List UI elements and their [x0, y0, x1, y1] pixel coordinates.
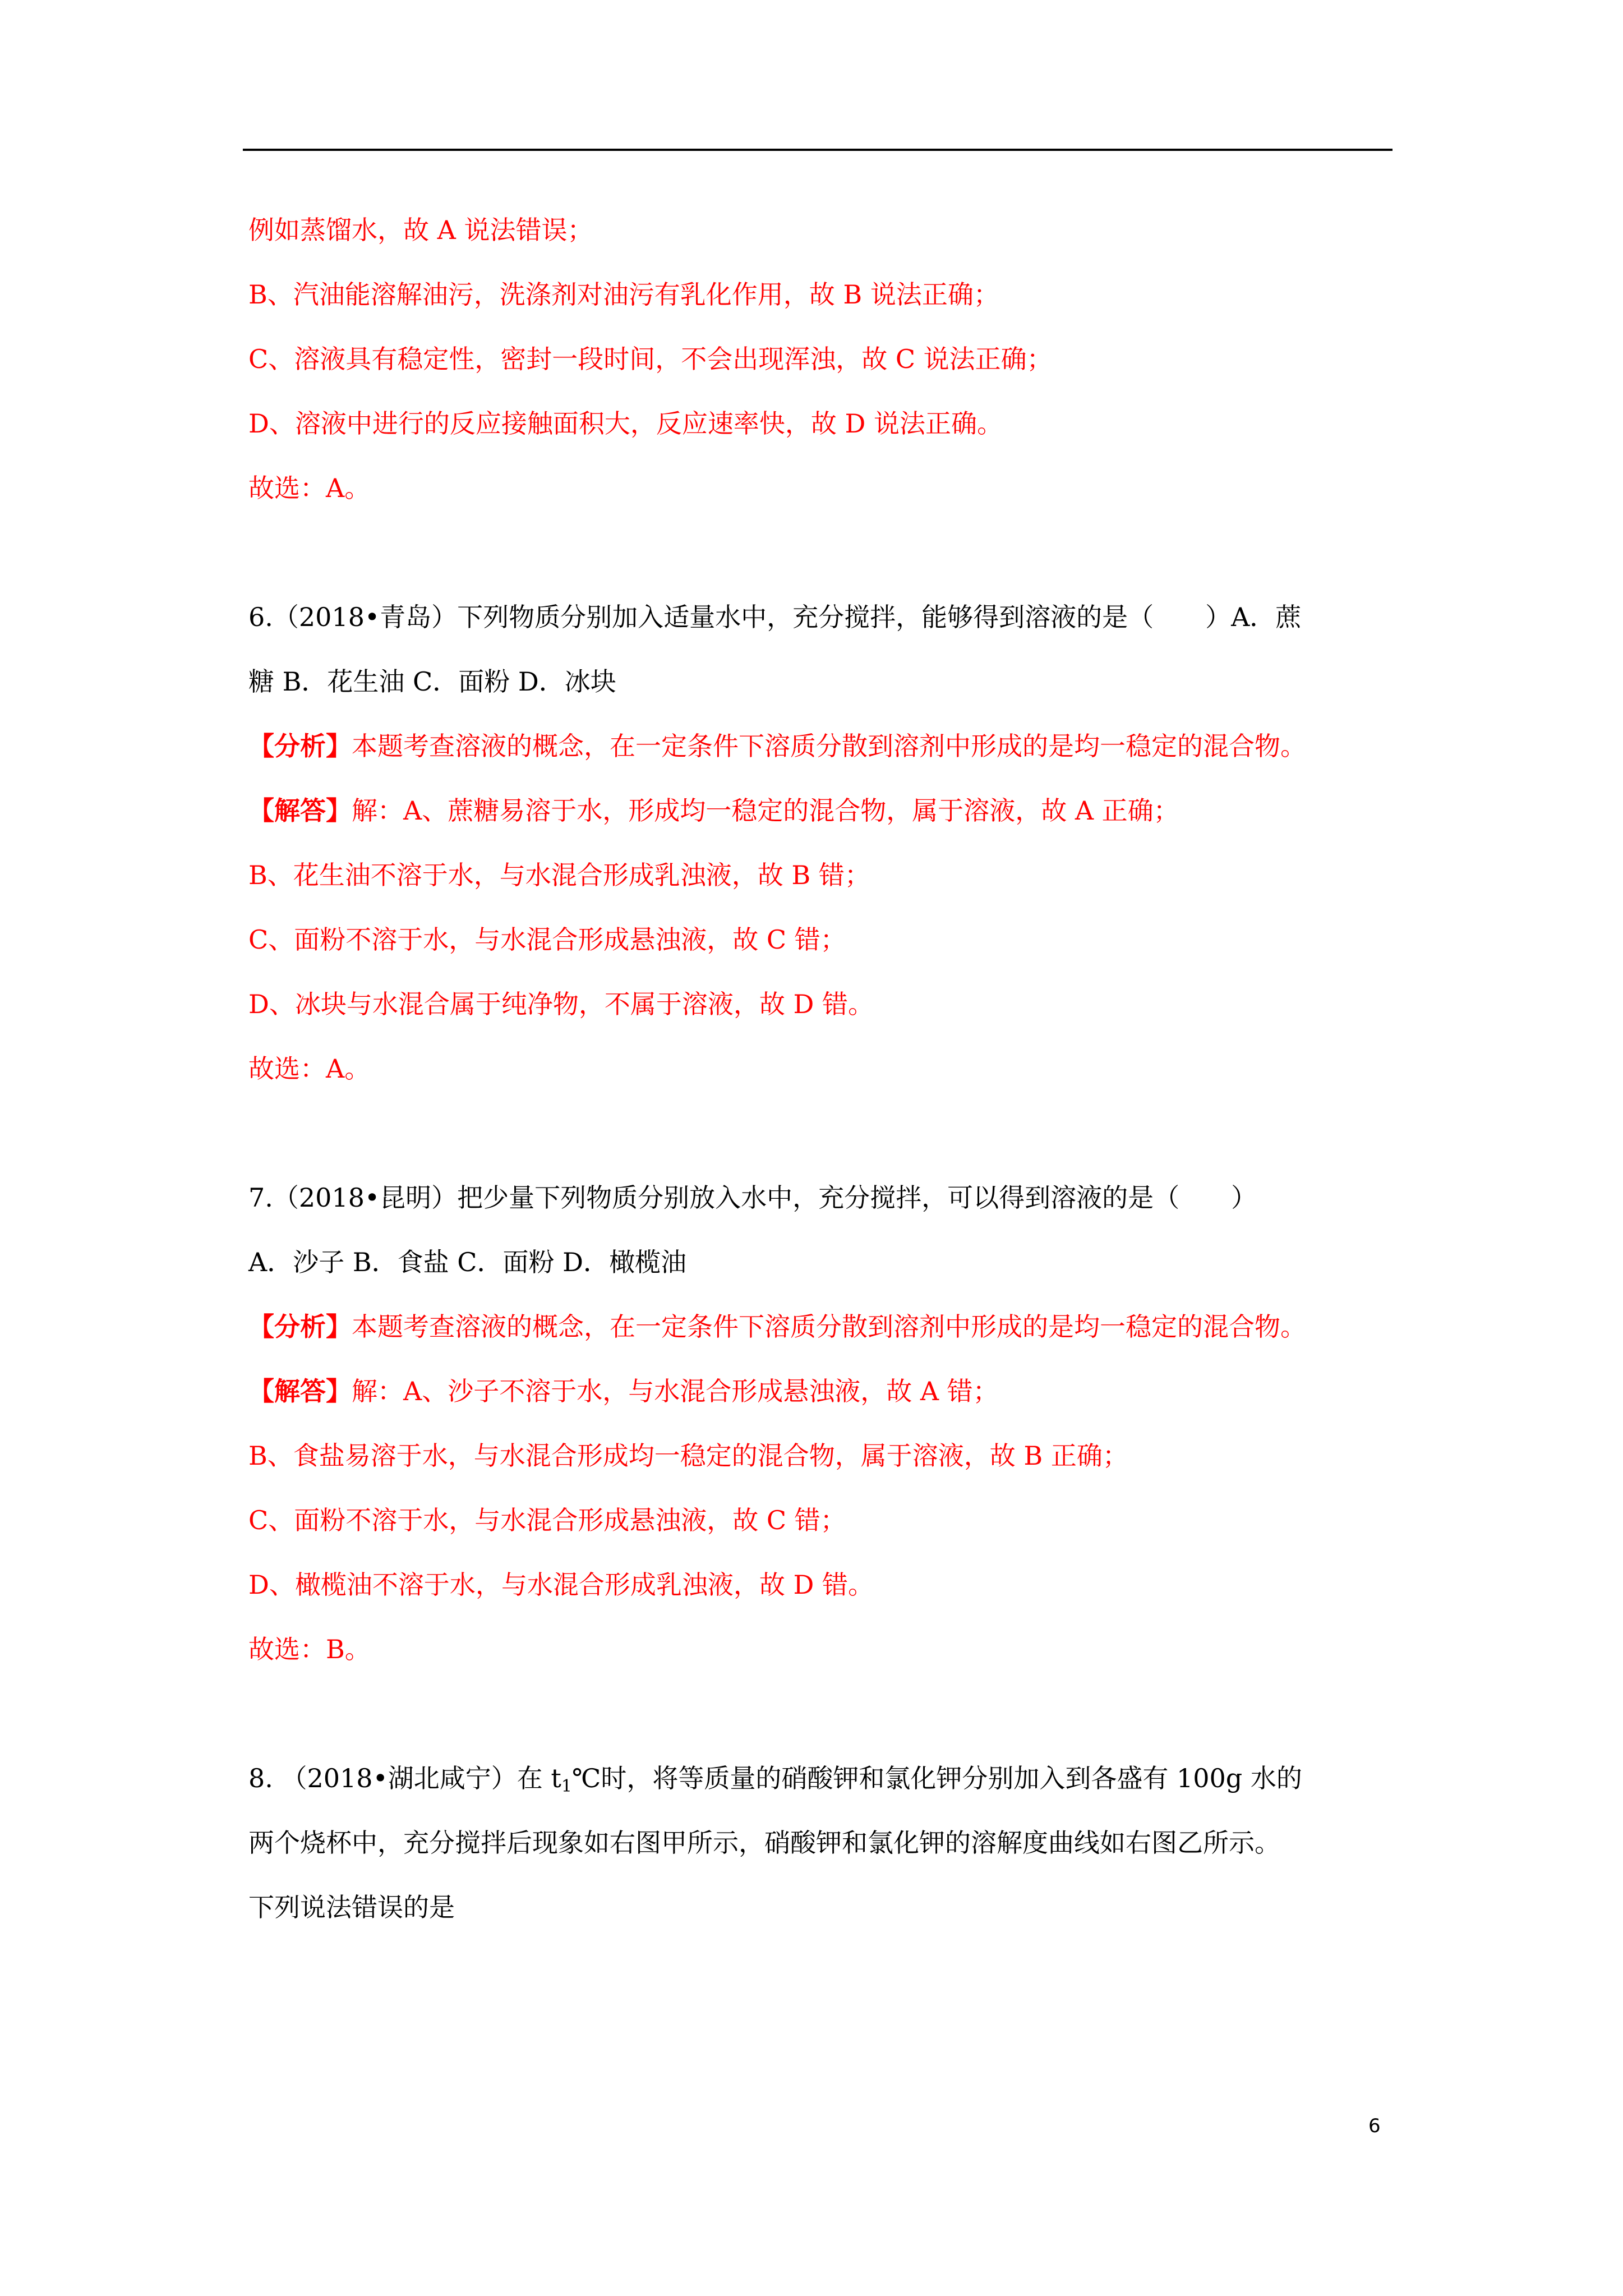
- q8-stem-line-1: [248, 1761, 1302, 1803]
- q7-answer-b: B、食盐易溶于水，与水混合形成均一稳定的混合物，属于溶液，故 B 正确；: [248, 1441, 1128, 1471]
- q5-answer-line-c: C、溶液具有稳定性，密封一段时间，不会出现浑浊，故 C 说法正确；: [248, 344, 1053, 374]
- q7-stem-line-1: 7.（2018•昆明）把少量下列物质分别放入水中，充分搅拌，可以得到溶液的是（ ）: [248, 1182, 1257, 1213]
- q6-choice: 故选：A。: [248, 1053, 371, 1084]
- q5-choice: 故选：A。: [248, 473, 371, 503]
- q6-answer-text: 解：A、蔗糖易溶于水，形成均一稳定的混合物，属于溶液，故 A 正确；: [352, 795, 1179, 826]
- q7-answer-c: C、面粉不溶于水，与水混合形成悬浊液，故 C 错；: [248, 1505, 846, 1535]
- q7-analysis-tag: 【分析】: [248, 1312, 352, 1342]
- q7-stem-line-2: A．沙子 B．食盐 C．面粉 D．橄榄油: [248, 1247, 686, 1277]
- q6-answer-b: B、花生油不溶于水，与水混合形成乳浊液，故 B 错；: [248, 860, 870, 890]
- q6-answer-c: C、面粉不溶于水，与水混合形成悬浊液，故 C 错；: [248, 924, 846, 955]
- q5-answer-line-d: D、溶液中进行的反应接触面积大，反应速率快，故 D 说法正确。: [248, 408, 1003, 439]
- page-number: 6: [1368, 2115, 1381, 2137]
- q6-analysis-text: 本题考查溶液的概念，在一定条件下溶质分散到溶剂中形成的是均一稳定的混合物。: [352, 731, 1306, 761]
- header-rule: [243, 149, 1393, 151]
- q7-answer-tag: 【解答】: [248, 1376, 352, 1406]
- q6-answer-d: D、冰块与水混合属于纯净物，不属于溶液，故 D 错。: [248, 989, 874, 1019]
- q7-answer-d: D、橄榄油不溶于水，与水混合形成乳浊液，故 D 错。: [248, 1570, 874, 1600]
- q7-analysis-text: 本题考查溶液的概念，在一定条件下溶质分散到溶剂中形成的是均一稳定的混合物。: [352, 1312, 1306, 1342]
- q7-answer: [248, 1374, 999, 1408]
- q6-stem-line-2: 糖 B．花生油 C．面粉 D．冰块: [248, 666, 616, 697]
- q8-stem-line-2: 两个烧杯中，充分搅拌后现象如右图甲所示，硝酸钾和氯化钾的溶解度曲线如右图乙所示。: [248, 1828, 1280, 1858]
- q5-answer-line-b: B、汽油能溶解油污，洗涤剂对油污有乳化作用，故 B 说法正确；: [248, 279, 999, 310]
- q8-stem-line-3: 下列说法错误的是: [248, 1892, 455, 1922]
- q8-stem-part-a: 8. （2018•湖北咸宁）在 t: [248, 1763, 561, 1793]
- q6-answer: [248, 794, 1179, 827]
- q8-subscript: 1: [561, 1777, 572, 1796]
- q6-answer-tag: 【解答】: [248, 795, 352, 826]
- q5-answer-line-1: 例如蒸馏水，故 A 说法错误；: [248, 215, 593, 245]
- q7-choice: 故选：B。: [248, 1634, 371, 1664]
- q8-stem-part-b: ℃时，将等质量的硝酸钾和氯化钾分别加入到各盛有 100g 水的: [571, 1763, 1302, 1793]
- q7-answer-text: 解：A、沙子不溶于水，与水混合形成悬浊液，故 A 错；: [352, 1376, 999, 1406]
- q6-stem-line-1: 6.（2018•青岛）下列物质分别加入适量水中，充分搅拌，能够得到溶液的是（ ）A．蔗: [248, 602, 1302, 632]
- q6-analysis: [248, 729, 1306, 763]
- q6-analysis-tag: 【分析】: [248, 731, 352, 761]
- q7-analysis: [248, 1310, 1306, 1343]
